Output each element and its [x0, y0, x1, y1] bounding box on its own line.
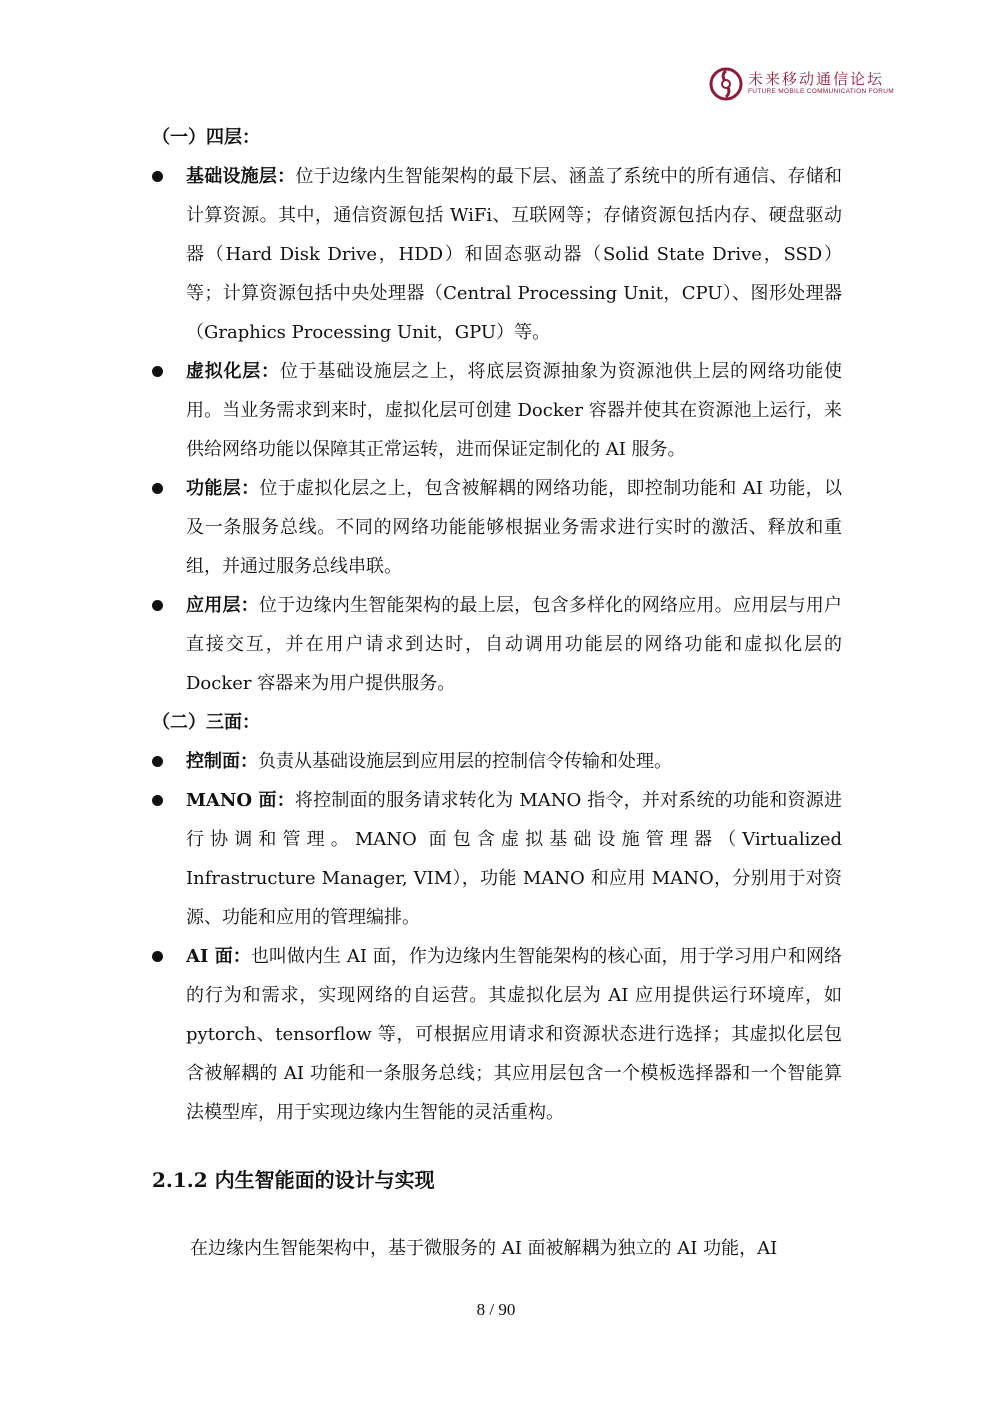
bullet-dot-icon: [152, 366, 163, 377]
bullet-dot-icon: [152, 756, 163, 767]
bullet-term: 控制面：: [186, 751, 258, 772]
bullet-term: 虚拟化层：: [186, 361, 280, 382]
bullet-text: 位于边缘内生智能架构的最下层、涵盖了系统中的所有通信、存储和计算资源。其中，通信资源包括 WiFi、互联网等；存储资源包括内存、硬盘驱动器（Hard Disk Drive，HDD）和固态驱动器（Solid State Drive，SSD）等；计算资源包括中央处理器（Central Processing Unit，CPU）、图形处理器（Graphics Processing Unit，GPU）等。: [186, 166, 843, 343]
bullet-term: 应用层：: [186, 595, 259, 616]
bullet-term: 基础设施层：: [186, 166, 296, 187]
bullet-term: AI 面：: [186, 946, 251, 967]
bullet-dot-icon: [152, 171, 163, 182]
intro-paragraph: 在边缘内生智能架构中，基于微服务的 AI 面被解耦为独立的 AI 功能，AI: [190, 1238, 778, 1259]
subsection-heading: 2.1.2 内生智能面的设计与实现: [152, 1168, 435, 1192]
bullet-item: [150, 586, 842, 703]
bullet-item: [150, 469, 842, 586]
bullet-dot-icon: [152, 951, 163, 962]
bullet-item: [150, 742, 842, 781]
section-heading-four-layers: （一）四层：: [152, 127, 260, 148]
bullet-item: [150, 937, 842, 1132]
forum-logo-icon: [708, 66, 744, 102]
bullet-item: [150, 352, 842, 469]
bullet-dot-icon: [152, 483, 163, 494]
bullet-term: 功能层：: [186, 478, 260, 499]
page-number: 8 / 90: [476, 1300, 516, 1319]
bullet-text: 位于虚拟化层之上，包含被解耦的网络功能，即控制功能和 AI 功能，以及一条服务总线。不同的网络功能能够根据业务需求进行实时的激活、释放和重组，并通过服务总线串联。: [186, 478, 842, 577]
bullet-text: 位于边缘内生智能架构的最上层，包含多样化的网络应用。应用层与用户直接交互，并在用户请求到达时，自动调用功能层的网络功能和虚拟化层的 Docker 容器来为用户提供服务。: [186, 595, 843, 694]
section-heading-three-planes: （二）三面：: [152, 712, 260, 733]
logo-chinese-text: 未来移动通信论坛: [748, 70, 885, 88]
bullet-text: 负责从基础设施层到应用层的控制信令传输和处理。: [258, 751, 672, 772]
bullet-dot-icon: [152, 795, 163, 806]
forum-logo: [708, 66, 894, 102]
logo-english-text: FUTURE MOBILE COMMUNICATION FORUM: [748, 88, 894, 95]
bullet-item: [150, 781, 842, 937]
bullet-text: 将控制面的服务请求转化为 MANO 指令，并对系统的功能和资源进行协调和管理。MANO 面包含虚拟基础设施管理器（Virtualized Infrastructure Manager, VIM），功能 MANO 和应用 MANO，分别用于对资源、功能和应用的管理编排。: [186, 790, 842, 928]
bullet-dot-icon: [152, 600, 163, 611]
document-body: [150, 118, 842, 1268]
bullet-text: 位于基础设施层之上，将底层资源抽象为资源池供上层的网络功能使用。当业务需求到来时，虚拟化层可创建 Docker 容器并使其在资源池上运行，来供给网络功能以保障其正常运转，进而保证定制化的 AI 服务。: [186, 361, 843, 460]
bullet-term: MANO 面：: [186, 790, 295, 811]
bullet-text: 也叫做内生 AI 面，作为边缘内生智能架构的核心面，用于学习用户和网络的行为和需求，实现网络的自运营。其虚拟化层为 AI 应用提供运行环境库，如 pytorch、tensorflow 等，可根据应用请求和资源状态进行选择；其虚拟化层包含被解耦的 AI 功能和一条服务总线；其应用层包含一个模板选择器和一个智能算法模型库，用于实现边缘内生智能的灵活重构。: [186, 946, 842, 1123]
bullet-item: [150, 157, 842, 352]
